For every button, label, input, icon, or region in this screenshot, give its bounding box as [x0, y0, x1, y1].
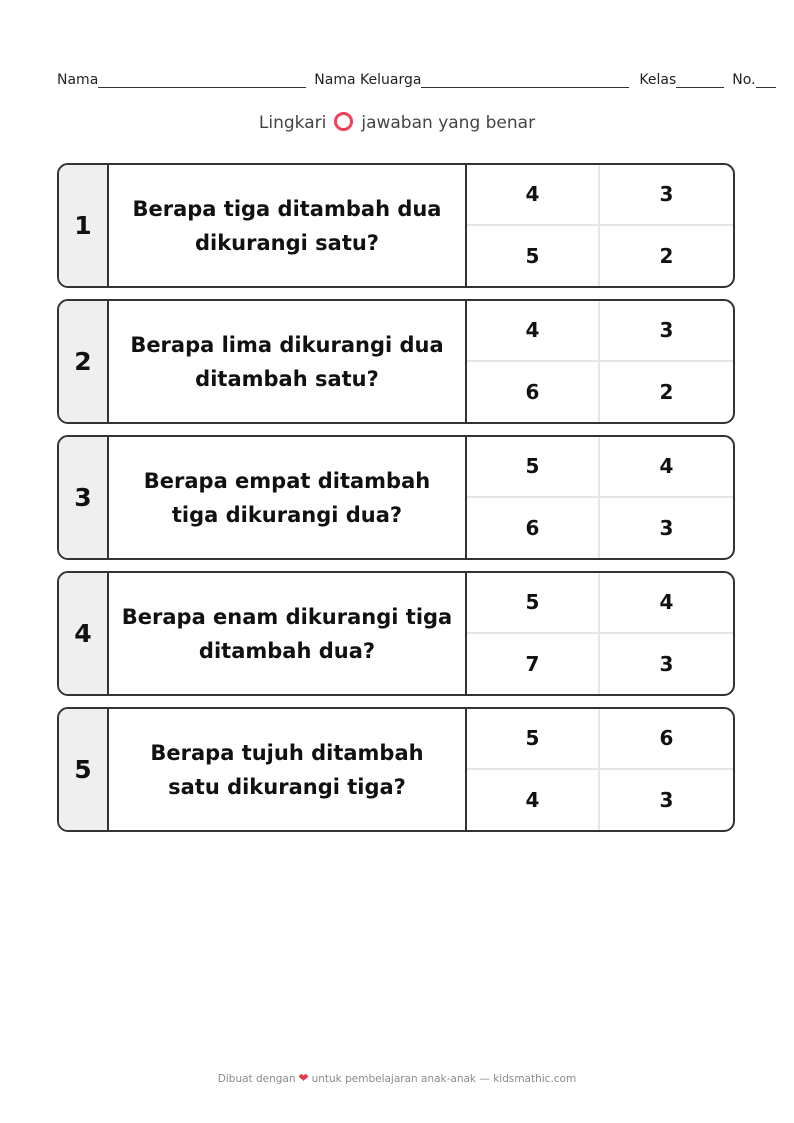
circle-icon: [334, 112, 353, 131]
answer-option[interactable]: 6: [467, 362, 600, 423]
question-line: dikurangi satu?: [194, 230, 379, 255]
instruction: [0, 112, 794, 133]
question-line: Berapa tujuh ditambah: [150, 740, 424, 765]
question-number: 5: [59, 709, 109, 830]
answer-option[interactable]: 5: [467, 709, 600, 770]
footer-text-after: untuk pembelajaran anak-anak — kidsmathic.com: [311, 1073, 577, 1085]
answer-option[interactable]: 4: [467, 301, 600, 362]
answer-option[interactable]: 6: [467, 498, 600, 559]
footer-text-before: Dibuat dengan: [217, 1073, 296, 1085]
answer-option[interactable]: 3: [659, 787, 674, 812]
answer-option[interactable]: 2: [659, 243, 674, 268]
answer-option[interactable]: 3: [659, 651, 674, 676]
question-number: 4: [59, 573, 109, 694]
answer-option[interactable]: 5: [467, 226, 600, 287]
question-line: ditambah satu?: [195, 366, 379, 391]
answer-option[interactable]: 5: [467, 437, 600, 498]
question-card: [57, 571, 735, 696]
answer-options: [467, 437, 733, 558]
answer-options: [467, 709, 733, 830]
question-line: Berapa lima dikurangi dua: [130, 332, 444, 357]
answer-option[interactable]: 3: [600, 301, 733, 362]
answer-option[interactable]: 6: [600, 709, 733, 770]
answer-options: [467, 165, 733, 286]
family-name-field[interactable]: [421, 73, 629, 88]
answer-option[interactable]: 4: [600, 573, 733, 634]
question-number: 1: [59, 165, 109, 286]
question-card: [57, 163, 735, 288]
question-line: ditambah dua?: [198, 638, 376, 663]
answer-option[interactable]: 5: [467, 573, 600, 634]
answer-option[interactable]: 4: [467, 165, 600, 226]
question-card: [57, 435, 735, 560]
answer-option[interactable]: 3: [659, 515, 674, 540]
question-text: [109, 437, 467, 558]
answer-options: [467, 573, 733, 694]
question-card: [57, 707, 735, 832]
answer-option[interactable]: 7: [467, 634, 600, 695]
number-field[interactable]: [756, 73, 776, 88]
question-number: 2: [59, 301, 109, 422]
question-text: [109, 709, 467, 830]
question-line: Berapa tiga ditambah dua: [132, 196, 442, 221]
question-line: tiga dikurangi dua?: [171, 502, 403, 527]
question-number: 3: [59, 437, 109, 558]
number-label: No.: [732, 72, 756, 88]
instruction-text-after: jawaban yang benar: [361, 113, 536, 133]
answer-option[interactable]: 4: [600, 437, 733, 498]
student-info-header: [57, 68, 794, 88]
answer-option[interactable]: 2: [659, 379, 674, 404]
answer-option[interactable]: 3: [600, 165, 733, 226]
class-label: Kelas: [639, 72, 677, 88]
name-label: Nama: [57, 72, 99, 88]
class-field[interactable]: [676, 73, 724, 88]
family-name-label: Nama Keluarga: [314, 72, 422, 88]
answer-option[interactable]: 4: [467, 770, 600, 831]
question-text: [109, 301, 467, 422]
instruction-text-before: Lingkari: [258, 113, 327, 133]
question-line: Berapa enam dikurangi tiga: [121, 604, 453, 629]
question-text: [109, 573, 467, 694]
question-line: satu dikurangi tiga?: [168, 774, 406, 799]
question-card: [57, 299, 735, 424]
footer: [0, 1071, 794, 1085]
answer-options: [467, 301, 733, 422]
heart-icon: ❤: [298, 1071, 309, 1085]
name-field[interactable]: [98, 73, 306, 88]
question-text: [109, 165, 467, 286]
question-line: Berapa empat ditambah: [143, 468, 431, 493]
